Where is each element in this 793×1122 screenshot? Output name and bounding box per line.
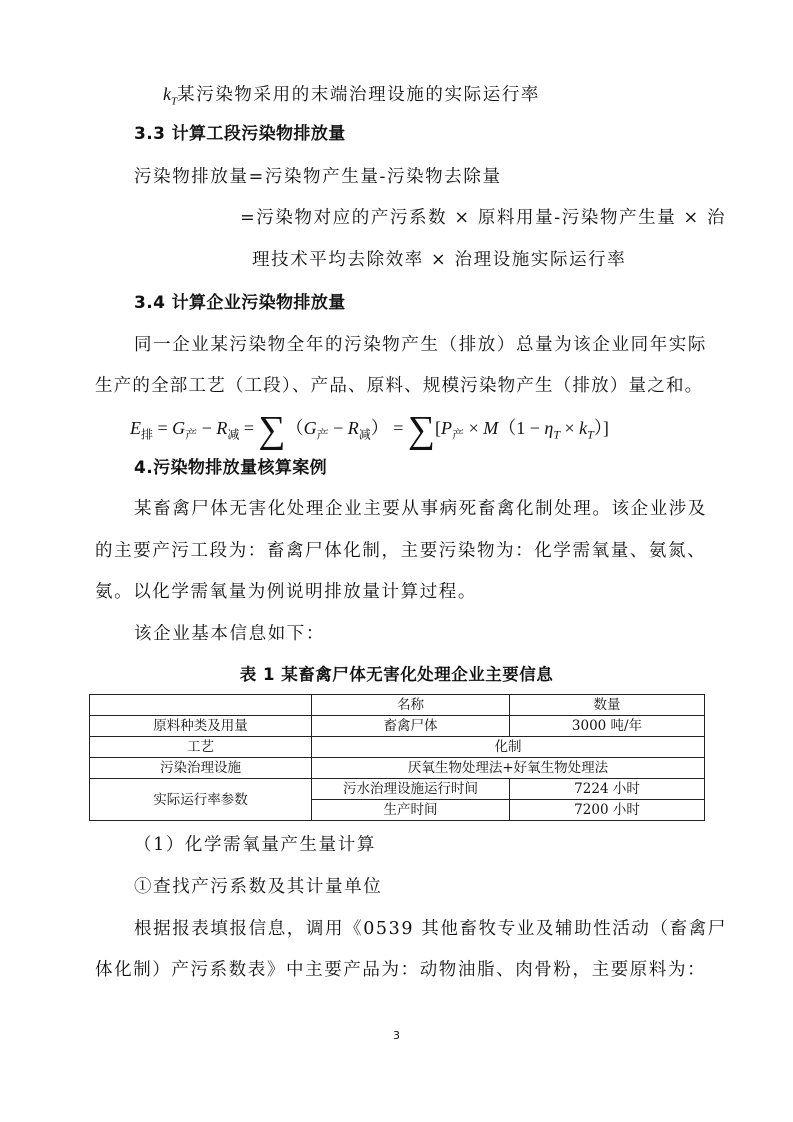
step-heading-2: ①查找产污系数及其计量单位 [134, 877, 383, 897]
formula-close-bracket: ] [602, 418, 609, 438]
formula-p-sub: 产 [452, 427, 465, 442]
formula-paren-open: （ [498, 418, 517, 438]
table-cell: 污水治理设施运行时间 [312, 779, 510, 800]
table-row [90, 779, 705, 800]
emission-formula [130, 409, 609, 451]
table-header-name: 名称 [312, 695, 510, 716]
formula-times-2: × [560, 418, 580, 438]
section-heading-3-4: 3.4 计算企业污染物排放量 [134, 293, 346, 313]
formula-eta-sub: T [553, 427, 560, 442]
table-cell: 7200 小时 [510, 800, 705, 821]
table-row [90, 695, 705, 716]
formula-g-sub-2: 产 [316, 427, 329, 442]
formula-open-bracket: [ [435, 418, 442, 438]
table-cell: 生产时间 [312, 800, 510, 821]
table-cell: 7224 小时 [510, 779, 705, 800]
table-cell: 污染治理设施 [90, 758, 312, 779]
paragraph-1-line-2: 生产的全部工艺（工段）、产品、原料、规模污染物产生（排放）量之和。 [95, 376, 704, 396]
equation-line-1: 污染物排放量=污染物产生量-污染物去除量 [134, 167, 502, 187]
table-cell-empty [90, 695, 312, 716]
kt-symbol: $k_T$ [163, 84, 178, 108]
formula-minus: − [197, 418, 217, 438]
formula-g-sub: 产 [185, 427, 198, 442]
equation-line-3: 理技术平均去除效率 × 治理设施实际运行率 [252, 250, 627, 270]
table-cell: 工艺 [90, 737, 312, 758]
page-number: 3 [393, 1029, 400, 1042]
kt-definition [163, 82, 540, 114]
formula-e: E [130, 418, 141, 438]
paragraph-1-line-1: 同一企业某污染物全年的污染物产生（排放）总量为该企业同年实际 [134, 335, 707, 355]
paragraph-2-line-2: 的主要产污工段为：畜禽尸体化制，主要污染物为：化学需氧量、氨氮、 [95, 541, 707, 561]
formula-k-sub: T [587, 427, 594, 442]
formula-k: k [579, 418, 588, 438]
table-cell: 3000 吨/年 [510, 716, 705, 737]
formula-eta: η [544, 418, 554, 438]
formula-paren-close: ） [593, 418, 603, 438]
formula-open-paren: （ [285, 418, 304, 438]
paragraph-4-line-1: 根据报表填报信息，调用《0539 其他畜牧专业及辅助性活动（畜禽尸 [134, 919, 727, 939]
paragraph-4-line-2: 体化制）产污系数表》中主要产品为：动物油脂、肉骨粉，主要原料为： [95, 960, 707, 980]
kt-description: 某污染物采用的末端治理设施的实际运行率 [177, 85, 541, 105]
formula-close-paren: ） [370, 418, 389, 438]
formula-eq-2: = [239, 418, 259, 438]
table-cell: 化制 [312, 737, 705, 758]
formula-sum-2: ∑ [407, 409, 436, 451]
formula-r: R [216, 418, 228, 438]
table-cell: 厌氧生物处理法+好氧生物处理法 [312, 758, 705, 779]
formula-eq-3: = [388, 418, 408, 438]
formula-r-sub-2: 减 [358, 427, 371, 442]
table-cell: 实际运行率参数 [90, 779, 312, 821]
table-cell: 畜禽尸体 [312, 716, 510, 737]
step-heading-1: （1）化学需氧量产生量计算 [134, 835, 376, 855]
paragraph-3: 该企业基本信息如下： [134, 624, 325, 644]
section-heading-3-3: 3.3 计算工段污染物排放量 [134, 124, 346, 144]
table-caption: 表 1 某畜禽尸体无害化处理企业主要信息 [239, 665, 554, 684]
formula-e-sub: 排 [141, 427, 154, 442]
formula-g: G [172, 418, 186, 438]
formula-times: × [464, 418, 484, 438]
table-row [90, 758, 705, 779]
formula-eq: = [153, 418, 173, 438]
formula-g-2: G [303, 418, 317, 438]
table-cell: 原料种类及用量 [90, 716, 312, 737]
formula-one-minus: 1 − [516, 418, 545, 438]
table-header-qty: 数量 [510, 695, 705, 716]
formula-r-sub: 减 [227, 427, 240, 442]
formula-m: M [483, 418, 499, 438]
table-row [90, 716, 705, 737]
formula-sum-1: ∑ [258, 409, 286, 451]
formula-minus-2: − [328, 418, 348, 438]
section-heading-4: 4.污染物排放量核算案例 [134, 458, 328, 478]
info-table [89, 694, 705, 821]
paragraph-2-line-1: 某畜禽尸体无害化处理企业主要从事病死畜禽化制处理。该企业涉及 [134, 499, 707, 519]
equation-line-2: =污染物对应的产污系数 × 原料用量-污染物产生量 × 治 [240, 208, 727, 228]
table-row [90, 737, 705, 758]
formula-r-2: R [347, 418, 359, 438]
paragraph-2-line-3: 氨。以化学需氧量为例说明排放量计算过程。 [95, 582, 477, 602]
formula-p: P [441, 418, 453, 438]
